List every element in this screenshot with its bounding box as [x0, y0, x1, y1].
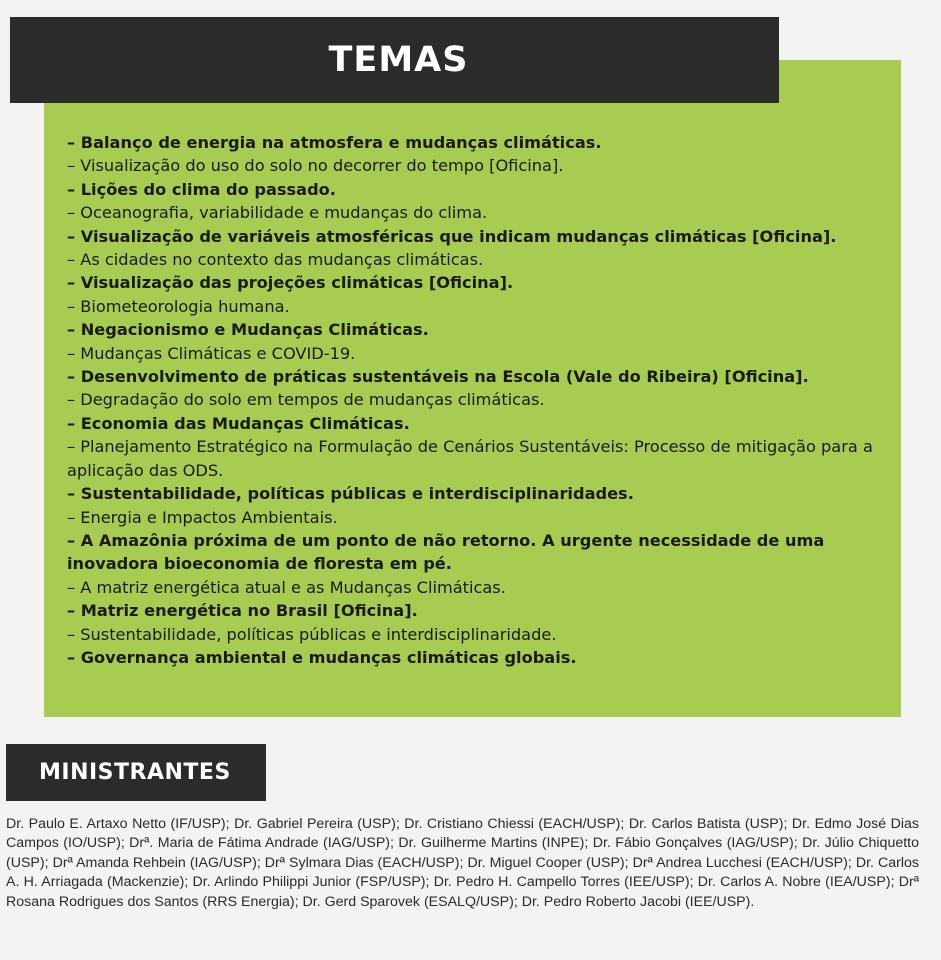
- ministrantes-header: [6, 744, 266, 801]
- topic-item: – Mudanças Climáticas e COVID-19.: [67, 343, 356, 363]
- topic-item: – Oceanografia, variabilidade e mudanças do clima.: [67, 203, 488, 223]
- topic-item: – Lições do clima do passado.: [67, 179, 336, 199]
- topic-item: – Desenvolvimento de práticas sustentáveis na Escola (Vale do Ribeira) [Oficina].: [67, 367, 809, 387]
- topic-item: – Visualização de variáveis atmosféricas que indicam mudanças climáticas [Oficina].: [67, 226, 837, 246]
- topic-item: – Sustentabilidade, políticas públicas e interdisciplinaridade.: [67, 624, 557, 644]
- topic-item: – Sustentabilidade, políticas públicas e interdisciplinaridades.: [67, 484, 634, 504]
- topic-item: – Balanço de energia na atmosfera e mudanças climáticas.: [67, 133, 602, 152]
- topic-item: – Matriz energética no Brasil [Oficina].: [67, 601, 418, 621]
- topic-item: – Visualização das projeções climáticas [Oficina].: [67, 273, 514, 293]
- topic-item: – Negacionismo e Mudanças Climáticas.: [67, 320, 429, 340]
- temas-header: [10, 17, 779, 103]
- topic-item: – Economia das Mudanças Climáticas.: [67, 413, 410, 433]
- topic-item: – Visualização do uso do solo no decorrer do tempo [Oficina].: [67, 156, 564, 176]
- temas-title: TEMAS: [328, 40, 469, 80]
- topic-item: – As cidades no contexto das mudanças climáticas.: [67, 250, 484, 270]
- ministrantes-title: MINISTRANTES: [39, 760, 231, 785]
- topic-item: – Energia e Impactos Ambientais.: [67, 507, 338, 527]
- topic-item: – Governança ambiental e mudanças climáticas globais.: [67, 647, 577, 667]
- topic-item: – Degradação do solo em tempos de mudanças climáticas.: [67, 390, 545, 410]
- ministrantes-list: Dr. Paulo E. Artaxo Netto (IF/USP); Dr. Gabriel Pereira (USP); Dr. Cristiano Chiessi (EACH/USP); Dr. Carlos Batista (USP); Dr. Edmo José Dias Campos (IO/USP); Drª. Maria de Fátima Andrade (IAG/USP); Dr. Guilherme Martins (INPE); Dr. Fábio Gonçalves (IAG/USP); Dr. Júlio Chiquetto (USP); Drª Amanda Rehbein (IAG/USP); Drª Sylmara Dias (EACH/USP); Dr. Miguel Cooper (USP); Drª Andrea Lucchesi (EACH/USP); Dr. Carlos A. H. Arriagada (Mackenzie); Dr. Arlindo Philippi Junior (FSP/USP); Dr. Pedro H. Campello Torres (IEE/USP); Dr. Carlos A. Nobre (IEA/USP); Drª Rosana Rodrigues dos Santos (RRS Energia); Dr. Gerd Sparovek (ESALQ/USP); Dr. Pedro Roberto Jacobi (IEE/USP).: [6, 816, 919, 910]
- topic-item: – Planejamento Estratégico na Formulação de Cenários Sustentáveis: Processo de mitigação para a aplicação das ODS.: [67, 437, 873, 480]
- topic-item: – A Amazônia próxima de um ponto de não retorno. A urgente necessidade de uma inovadora bioeconomia de floresta em pé.: [67, 530, 825, 574]
- topic-item: – Biometeorologia humana.: [67, 296, 290, 316]
- topic-item: – A matriz energética atual e as Mudanças Climáticas.: [67, 577, 506, 597]
- topics-list: [67, 131, 877, 669]
